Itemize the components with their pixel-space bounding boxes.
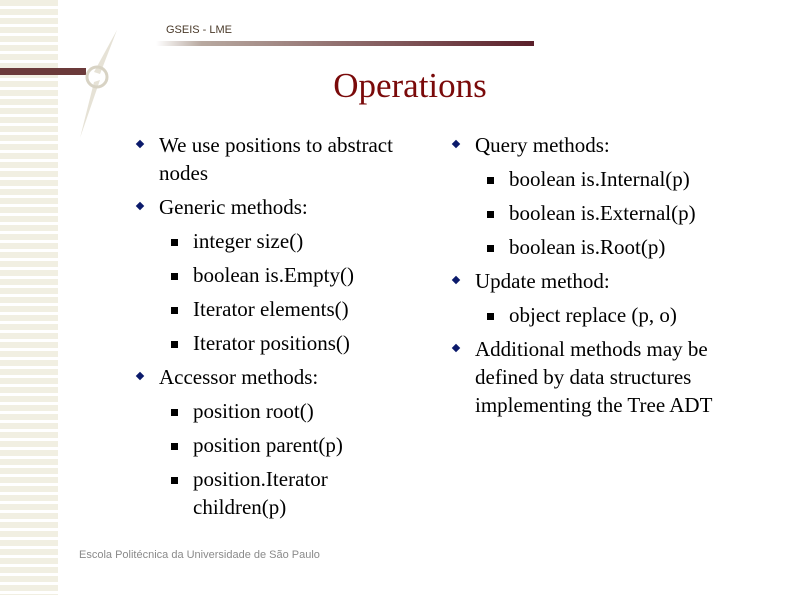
header-text: GSEIS - LME (166, 24, 233, 36)
bullet-text: Additional methods may be defined by data structures implementing the Tree ADT (475, 337, 713, 417)
sub-bullet-text: position parent(p) (193, 433, 343, 457)
slide-title: Operations (333, 66, 487, 105)
header-bar (0, 68, 86, 75)
sub-bullet-item (452, 233, 772, 261)
bullet-item (136, 193, 421, 221)
diamond-bullet-icon (452, 276, 460, 284)
left-column (136, 131, 421, 527)
bullet-text: Accessor methods: (159, 365, 319, 389)
sub-bullet-item (452, 301, 772, 329)
bullet-item (136, 363, 421, 391)
sub-bullet-text: position root() (193, 399, 314, 423)
square-bullet-icon (171, 239, 178, 246)
square-bullet-icon (487, 177, 494, 184)
sub-bullet-text: boolean is.Root(p) (509, 235, 666, 259)
square-bullet-icon (171, 409, 178, 416)
right-column (452, 131, 772, 425)
square-bullet-icon (171, 273, 178, 280)
sub-bullet-item (136, 465, 421, 521)
sub-bullet-text: Iterator elements() (193, 297, 349, 321)
sub-bullet-text: boolean is.External(p) (509, 201, 696, 225)
sub-bullet-item (136, 397, 421, 425)
sub-bullet-text: object replace (p, o) (509, 303, 677, 327)
bullet-text: Generic methods: (159, 195, 308, 219)
bullet-text: Query methods: (475, 133, 610, 157)
sub-bullet-item (136, 329, 421, 357)
sub-bullet-item (452, 199, 772, 227)
diamond-bullet-icon (136, 140, 144, 148)
bullet-item (452, 267, 772, 295)
square-bullet-icon (171, 307, 178, 314)
bullet-text: We use positions to abstract nodes (159, 133, 393, 185)
square-bullet-icon (487, 313, 494, 320)
sub-bullet-text: Iterator positions() (193, 331, 350, 355)
sub-bullet-item (136, 227, 421, 255)
square-bullet-icon (171, 477, 178, 484)
diamond-bullet-icon (136, 372, 144, 380)
sub-bullet-text: boolean is.Internal(p) (509, 167, 690, 191)
sub-bullet-text: position.Iterator children(p) (193, 467, 328, 519)
header-rule (156, 41, 534, 46)
sub-bullet-text: integer size() (193, 229, 304, 253)
diamond-bullet-icon (136, 202, 144, 210)
sub-bullet-item (136, 431, 421, 459)
square-bullet-icon (171, 443, 178, 450)
diamond-bullet-icon (452, 140, 460, 148)
diamond-bullet-icon (452, 344, 460, 352)
sub-bullet-item (136, 295, 421, 323)
square-bullet-icon (487, 245, 494, 252)
square-bullet-icon (487, 211, 494, 218)
footer-text: Escola Politécnica da Universidade de São Paulo (79, 549, 320, 561)
bullet-item (452, 131, 772, 159)
bullet-text: Update method: (475, 269, 610, 293)
square-bullet-icon (171, 341, 178, 348)
sub-bullet-text: boolean is.Empty() (193, 263, 354, 287)
sub-bullet-item (136, 261, 421, 289)
sub-bullet-item (452, 165, 772, 193)
bullet-item (452, 335, 772, 419)
compass-needle-south (80, 80, 100, 138)
bullet-item (136, 131, 421, 187)
